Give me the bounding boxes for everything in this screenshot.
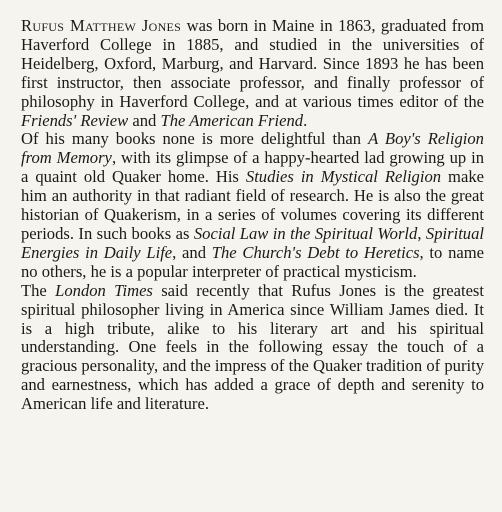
paragraph-text: , with its glimpse of a happy-hearted lad growing up in a quaint old Quaker home. His: [21, 148, 485, 187]
tribute-paragraph: [21, 282, 484, 414]
book-title: The American Friend: [160, 110, 304, 130]
paragraph-text: .: [303, 110, 308, 130]
paragraph-text: make him an authority in that radiant field of research. He is also the great historian of Quakerism, in a series of volumes covering its different periods. In such books as: [21, 167, 484, 243]
book-title: Spiritual Energies in Daily Life: [21, 223, 485, 262]
book-title: A Boy's Religion from Memory: [21, 129, 484, 168]
paragraph-text: , and: [172, 242, 212, 262]
book-title: Studies in Mystical Religion: [245, 167, 442, 187]
paragraph-text: Of his many books none is more delightful than: [21, 129, 369, 149]
paragraph-text: The: [21, 280, 56, 300]
biography-paragraph: [21, 17, 484, 130]
paragraph-text: said recently that Rufus Jones is the greatest spiritual philosopher living in America since William James died. It is a high tribute, alike to his literary art and his spiritual understanding. One feels in the following essay the touch of a gracious personality, and the impress of the Quaker tradition of purity and earnestness, which has added a grace of depth and serenity to American life and literature.: [21, 280, 484, 414]
books-paragraph: [21, 130, 484, 281]
paragraph-text: ,: [417, 223, 426, 243]
paragraph-text: , to name no others, he is a popular interpreter of practical mysticism.: [21, 242, 485, 281]
author-name: Rufus Matthew Jones: [21, 16, 182, 35]
book-title: The Church's Debt to Heretics: [211, 242, 420, 262]
paragraph-text: and: [128, 110, 161, 130]
paragraph-text: was born in Maine in 1863, graduated from Haverford College in 1885, and studied in the universities of Heidelberg, Oxford, Marburg, and Harvard. Since 1893 he has been first instructor, then associate professor, and finally professor of philosophy in Haverford College, and at various times editor of the: [21, 16, 484, 111]
book-title: Social Law in the Spiritual World: [193, 223, 418, 243]
newspaper-title: London Times: [55, 280, 153, 300]
book-title: Friends' Review: [21, 110, 129, 130]
